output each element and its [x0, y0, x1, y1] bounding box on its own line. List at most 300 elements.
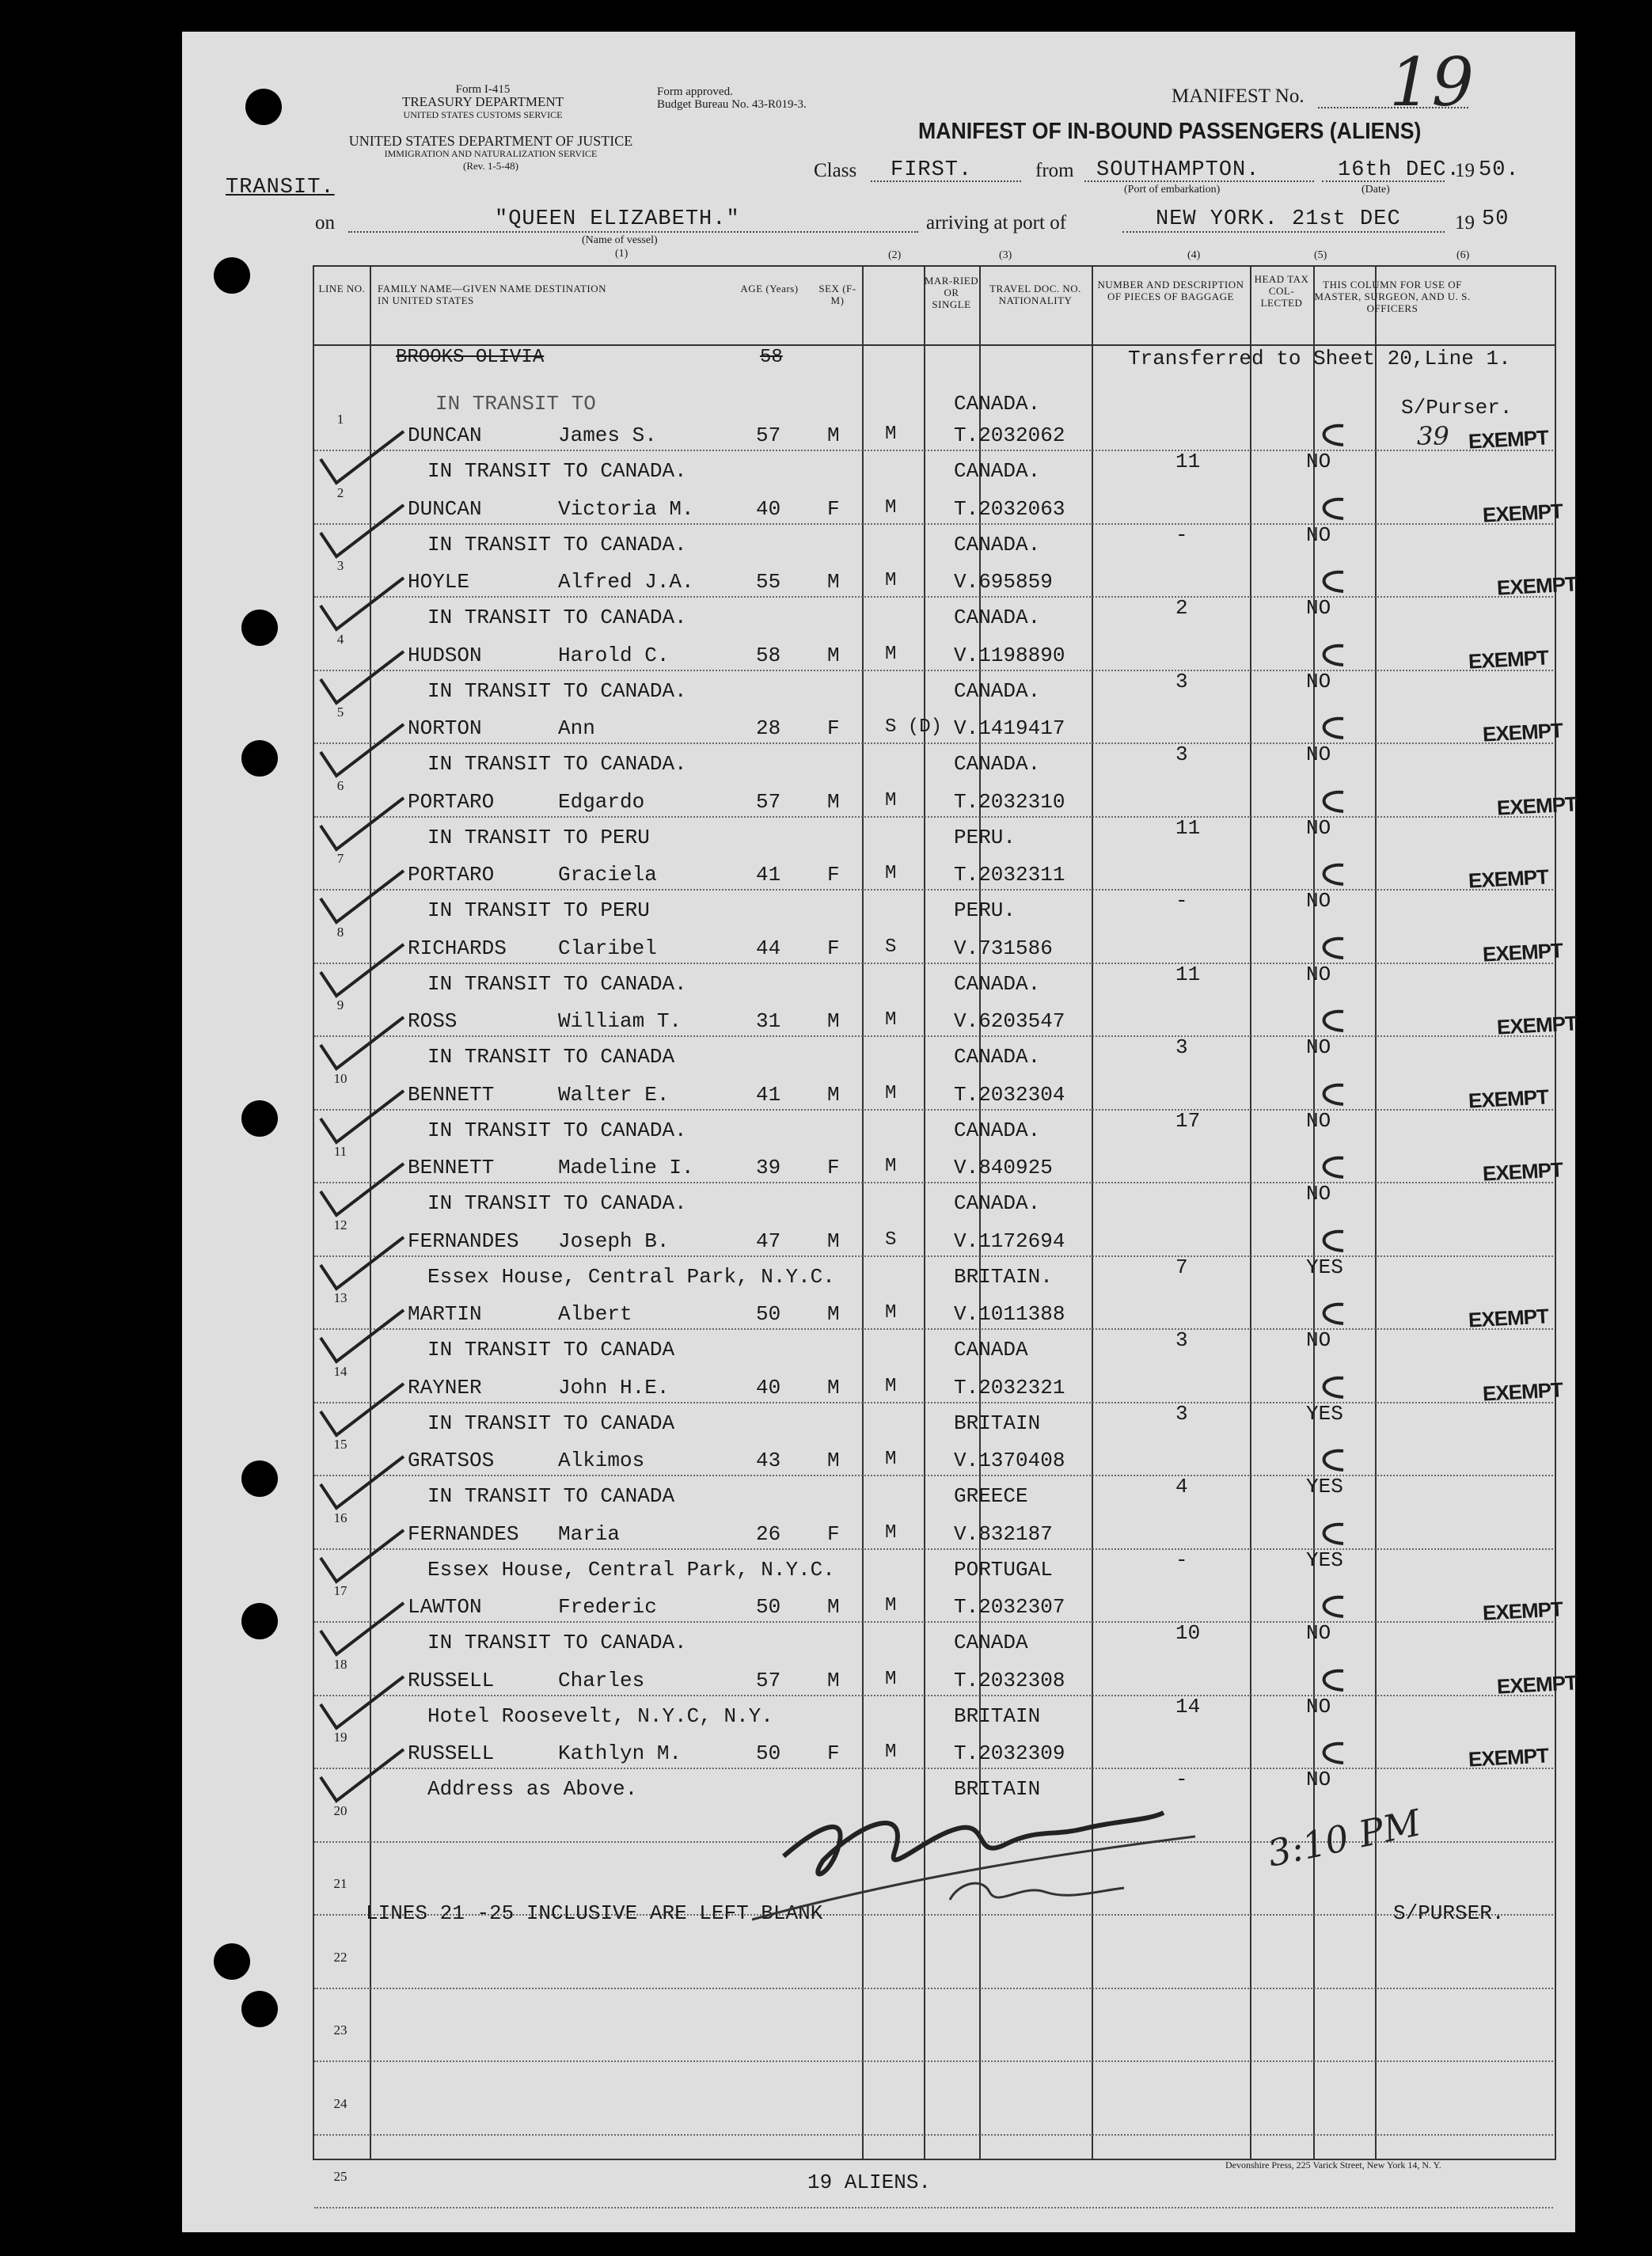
travel-doc: V.1419417: [954, 716, 1065, 740]
check-mark: [313, 1673, 408, 1736]
check-mark: [313, 720, 408, 784]
line-number: 6: [336, 777, 344, 793]
given-name: Maria: [558, 1521, 621, 1546]
age: 26: [756, 1521, 781, 1546]
exempt-stamp: EXEMPT: [1468, 644, 1549, 674]
family-name: GRATSOS: [408, 1449, 495, 1472]
head-tax: NO: [1306, 743, 1331, 766]
head-tax: NO: [1306, 1182, 1331, 1206]
head-tax-tick: [1308, 859, 1355, 891]
head-tax-tick: [1308, 1665, 1355, 1696]
marital-status: M: [885, 1449, 897, 1470]
destination: IN TRANSIT TO CANADA.: [427, 1631, 687, 1654]
justice-dept: UNITED STATES DEPARTMENT OF JUSTICE: [348, 133, 633, 149]
row-rule: [314, 596, 1553, 598]
travel-doc: V.1370408: [954, 1449, 1065, 1472]
head-tax: YES: [1306, 1475, 1343, 1498]
given-name: Kathlyn M.: [558, 1741, 682, 1765]
line-number: 20: [333, 1802, 347, 1818]
line-number: 5: [336, 705, 344, 720]
sex: M: [827, 1082, 840, 1107]
line-number: 17: [333, 1583, 347, 1598]
destination: IN TRANSIT TO PERU: [427, 825, 650, 849]
destination: IN TRANSIT TO CANADA: [427, 1045, 675, 1069]
header-name: FAMILY NAME—GIVEN NAME DESTINATION IN UNITED STATES: [378, 283, 607, 306]
check-mark: [313, 427, 408, 491]
head-tax: NO: [1306, 815, 1331, 840]
punch-hole: [241, 610, 278, 646]
age: 31: [756, 1009, 781, 1033]
family-name: PORTARO: [408, 789, 495, 814]
family-name: MARTIN: [408, 1302, 482, 1326]
line-number: 19: [333, 1730, 347, 1745]
head-tax: NO: [1306, 522, 1331, 547]
row-rule: [314, 1475, 1553, 1476]
head-tax-tick: [1308, 1005, 1355, 1037]
line-number: 2: [336, 484, 344, 500]
exempt-stamp: EXEMPT: [1482, 1157, 1563, 1186]
arriving-label: arriving at port of: [926, 212, 1067, 234]
destination: IN TRANSIT TO CANADA.: [427, 459, 687, 483]
travel-doc: V.1172694: [954, 1229, 1065, 1253]
line-number: 16: [333, 1510, 347, 1525]
year2-prefix: 19: [1455, 212, 1475, 234]
row-rule: [314, 2207, 1553, 2209]
head-tax: YES: [1306, 1401, 1343, 1426]
family-name: DUNCAN: [408, 496, 482, 521]
nationality: CANADA.: [954, 1045, 1041, 1069]
head-tax-tick: [1308, 1445, 1355, 1476]
baggage-count: 3: [1175, 1401, 1188, 1426]
check-mark: [313, 501, 408, 564]
line-number: 8: [336, 924, 344, 940]
baggage-count: 2: [1175, 596, 1188, 620]
exempt-stamp: EXEMPT: [1468, 425, 1549, 454]
head-tax-tick: [1308, 1591, 1355, 1623]
port-caption: (Port of embarkation): [1124, 184, 1221, 196]
line-number: 12: [333, 1217, 347, 1232]
nationality: CANADA.: [954, 752, 1041, 776]
baggage-count: 11: [1175, 815, 1201, 840]
family-name: NORTON: [408, 716, 482, 740]
from-value: SOUTHAMPTON.: [1096, 158, 1260, 182]
given-name: Walter E.: [558, 1082, 670, 1107]
destination: IN TRANSIT TO CANADA.: [427, 1191, 687, 1215]
head-tax: NO: [1306, 1621, 1331, 1645]
travel-doc: T.2032310: [954, 789, 1065, 814]
head-tax-tick: [1308, 1518, 1355, 1550]
header-rule: [314, 344, 1555, 346]
row-rule: [314, 1768, 1553, 1769]
form-revision: (Rev. 1-5-48): [463, 160, 518, 172]
marital-status: M: [885, 863, 897, 884]
destination: Essex House, Central Park, N.Y.C.: [427, 1557, 835, 1582]
marital-status: M: [885, 1375, 897, 1397]
sex: M: [827, 1449, 840, 1472]
marital-status: M: [885, 643, 897, 665]
baggage-count: 3: [1175, 1328, 1188, 1352]
footer-blank-lines-note: LINES 21 -25 INCLUSIVE ARE LEFT BLANK: [366, 1901, 823, 1925]
customs-service: UNITED STATES CUSTOMS SERVICE: [403, 109, 563, 120]
class-rule: [871, 180, 1021, 182]
exempt-stamp: EXEMPT: [1468, 1084, 1549, 1113]
printer-credit: Devonshire Press, 225 Varick Street, New York 14, N. Y.: [1225, 2159, 1441, 2171]
exempt-stamp: EXEMPT: [1482, 937, 1563, 967]
given-name: Albert: [558, 1302, 632, 1326]
manifest-number: 19: [1389, 44, 1474, 121]
struck-entry-name: BROOKS OLIVIA: [396, 347, 545, 368]
head-tax-tick: [1308, 932, 1355, 964]
nationality: CANADA.: [954, 459, 1041, 483]
head-tax: YES: [1306, 1255, 1343, 1279]
travel-doc: T.2032062: [954, 423, 1065, 447]
given-name: Victoria M.: [558, 496, 694, 521]
age: 50: [756, 1741, 781, 1765]
col-divider: [1375, 267, 1377, 2159]
nationality: PERU.: [954, 898, 1016, 922]
exempt-stamp: EXEMPT: [1482, 1377, 1563, 1406]
given-name: Charles: [558, 1668, 645, 1692]
marital-status: M: [885, 1009, 897, 1031]
marital-status: S: [885, 1229, 897, 1251]
family-name: RUSSELL: [408, 1668, 495, 1692]
head-tax-tick: [1308, 1738, 1355, 1769]
row-rule: [314, 1255, 1553, 1257]
handwritten-time: 3:10 PM: [1263, 1801, 1425, 1875]
header-sex: SEX (F-M): [818, 283, 856, 306]
sex: M: [827, 1375, 840, 1400]
form-approved: Form approved.: [657, 85, 733, 98]
column-2-number: (2): [888, 249, 902, 261]
family-name: RUSSELL: [408, 1741, 495, 1765]
year1-prefix: 19: [1455, 160, 1475, 181]
form-number: Form I-415: [455, 83, 511, 96]
travel-doc: T.2032311: [954, 863, 1065, 887]
head-tax-tick: [1308, 1225, 1355, 1257]
destination: IN TRANSIT TO CANADA.: [427, 1118, 687, 1142]
signature-scribble: [752, 1781, 1290, 1955]
age: 39: [756, 1156, 781, 1179]
date-caption: (Date): [1361, 184, 1390, 196]
ins-service: IMMIGRATION AND NATURALIZATION SERVICE: [384, 148, 598, 159]
given-name: James S.: [558, 423, 657, 447]
transit-note: TRANSIT.: [226, 176, 335, 199]
sex: F: [827, 863, 840, 887]
age: 47: [756, 1229, 781, 1253]
destination: IN TRANSIT TO PERU: [427, 898, 650, 922]
age: 43: [756, 1449, 781, 1472]
nationality: CANADA: [954, 1338, 1028, 1362]
marital-status: M: [885, 1668, 897, 1690]
row-rule: [314, 889, 1553, 891]
travel-doc: V.1198890: [954, 643, 1065, 667]
row-rule: [314, 1109, 1553, 1111]
head-tax: YES: [1306, 1548, 1343, 1572]
check-mark: [313, 1380, 408, 1443]
travel-doc: T.2032304: [954, 1082, 1065, 1107]
sex: F: [827, 936, 840, 960]
column-3-number: (3): [999, 249, 1012, 261]
given-name: Joseph B.: [558, 1229, 670, 1253]
from-label: from: [1035, 160, 1074, 181]
row-rule: [314, 1548, 1553, 1550]
year2-suffix: 50: [1482, 207, 1510, 231]
treasury-dept: TREASURY DEPARTMENT: [401, 94, 564, 109]
line-number: 10: [333, 1070, 347, 1086]
travel-doc: V.6203547: [954, 1009, 1065, 1033]
family-name: ROSS: [408, 1009, 458, 1033]
header-baggage: NUMBER AND DESCRIPTION OF PIECES OF BAGGAGE: [1097, 279, 1244, 302]
family-name: LAWTON: [408, 1595, 482, 1619]
family-name: RICHARDS: [408, 936, 507, 960]
arrival-rule: [1122, 231, 1445, 233]
baggage-count: -: [1175, 1768, 1188, 1791]
form-id-block: [372, 83, 594, 121]
line-number: 22: [333, 1949, 347, 1965]
family-name: PORTARO: [408, 863, 495, 887]
destination: IN TRANSIT TO CANADA: [427, 1484, 675, 1508]
given-name: William T.: [558, 1009, 682, 1033]
header-officers-column: THIS COLUMN FOR USE OF MASTER, SURGEON, AND U. S. OFFICERS: [1314, 279, 1471, 314]
head-tax-tick: [1308, 1298, 1355, 1330]
column-5-number: (5): [1314, 249, 1327, 261]
row-rule: [314, 2060, 1553, 2062]
age: 57: [756, 789, 781, 814]
head-tax: NO: [1306, 1035, 1331, 1059]
row-rule: [314, 1695, 1553, 1696]
given-name: Madeline I.: [558, 1156, 694, 1179]
marital-status: M: [885, 1302, 897, 1324]
destination: Essex House, Central Park, N.Y.C.: [427, 1264, 835, 1289]
baggage-count: 11: [1175, 450, 1201, 473]
check-mark: [313, 1160, 408, 1223]
exempt-stamp: EXEMPT: [1496, 572, 1578, 600]
baggage-count: -: [1175, 889, 1188, 913]
baggage-count: 3: [1175, 743, 1188, 766]
baggage-count: 7: [1175, 1255, 1188, 1279]
row-rule: [314, 1402, 1553, 1403]
age: 44: [756, 936, 781, 960]
line-number: 3: [336, 558, 344, 573]
date-value: 16th DEC.: [1338, 158, 1460, 182]
head-tax-tick: [1308, 712, 1355, 744]
age: 41: [756, 1082, 781, 1107]
arrival-port: NEW YORK. 21st DEC: [1156, 207, 1401, 231]
marital-status: M: [885, 1156, 897, 1177]
line-number: 11: [333, 1144, 347, 1159]
marital-status: S (D): [885, 716, 943, 738]
exempt-stamp: EXEMPT: [1496, 791, 1578, 820]
given-name: Alkimos: [558, 1449, 645, 1472]
punch-hole: [241, 1603, 278, 1639]
row-rule: [314, 1988, 1553, 1989]
exempt-stamp: EXEMPT: [1482, 1597, 1563, 1625]
line-number: 23: [333, 2022, 347, 2038]
baggage-count: -: [1175, 1548, 1188, 1572]
footer-purser: S/PURSER.: [1393, 1901, 1505, 1925]
exempt-stamp: EXEMPT: [1468, 1304, 1549, 1332]
line-number: 9: [336, 997, 344, 1012]
handwritten-mark: 39: [1417, 421, 1449, 451]
age: 40: [756, 496, 781, 521]
age: 50: [756, 1302, 781, 1326]
exempt-stamp: EXEMPT: [1468, 864, 1549, 893]
family-name: HUDSON: [408, 643, 482, 667]
line-number: 15: [333, 1437, 347, 1452]
travel-doc: V.1011388: [954, 1302, 1065, 1326]
marital-status: M: [885, 570, 897, 591]
marital-status: M: [885, 1082, 897, 1104]
head-tax: NO: [1306, 450, 1331, 473]
header-head-tax: HEAD TAX COL-LECTED: [1254, 273, 1309, 309]
sex: F: [827, 1521, 840, 1546]
head-tax-tick: [1308, 420, 1355, 451]
row-rule: [314, 670, 1553, 671]
check-mark: [313, 940, 408, 1004]
check-mark: [313, 794, 408, 857]
punch-hole: [241, 1100, 278, 1137]
baggage-count: 14: [1175, 1694, 1201, 1719]
check-mark: [313, 1087, 408, 1150]
head-tax: NO: [1306, 962, 1331, 986]
row-rule: [314, 523, 1553, 525]
exempt-stamp: EXEMPT: [1468, 1743, 1549, 1772]
age: 55: [756, 570, 781, 594]
check-mark: [313, 1013, 408, 1077]
line-number: 4: [336, 631, 344, 647]
line-number: 13: [333, 1290, 347, 1305]
nationality: CANADA.: [954, 1118, 1041, 1142]
destination: IN TRANSIT TO CANADA.: [427, 752, 687, 776]
given-name: Ann: [558, 716, 595, 740]
head-tax: NO: [1306, 669, 1331, 693]
family-name: FERNANDES: [408, 1229, 519, 1253]
punch-hole: [245, 89, 282, 125]
check-mark: [313, 1453, 408, 1516]
transfer-note: Transferred to Sheet 20,Line 1.: [1128, 347, 1511, 370]
marital-status: M: [885, 1741, 897, 1763]
exempt-stamp: EXEMPT: [1496, 1011, 1578, 1039]
check-mark: [313, 1306, 408, 1369]
approval-block: [657, 85, 879, 111]
destination: IN TRANSIT TO CANADA.: [427, 606, 687, 629]
travel-doc: V.695859: [954, 570, 1053, 594]
vessel-caption: (Name of vessel): [582, 234, 658, 246]
travel-doc: T.2032309: [954, 1741, 1065, 1765]
header-line-no: LINE NO.: [318, 283, 366, 294]
head-tax: NO: [1306, 596, 1331, 620]
head-tax-tick: [1308, 1079, 1355, 1111]
head-tax-tick: [1308, 493, 1355, 525]
line-number: 1: [336, 412, 344, 427]
row-rule: [314, 450, 1553, 451]
head-tax-tick: [1308, 1372, 1355, 1403]
line-number: 21: [333, 1876, 347, 1891]
baggage-count: 4: [1175, 1475, 1188, 1498]
baggage-count: 11: [1175, 962, 1201, 986]
given-name: Claribel: [558, 936, 657, 960]
age: 57: [756, 423, 781, 447]
marital-status: M: [885, 423, 897, 445]
baggage-count: 3: [1175, 669, 1188, 693]
given-name: Harold C.: [558, 643, 670, 667]
line-number: 18: [333, 1656, 347, 1672]
check-mark: [313, 1233, 408, 1297]
sex: M: [827, 1595, 840, 1619]
column-6-number: (6): [1456, 249, 1470, 261]
age: 58: [756, 643, 781, 667]
marital-status: S: [885, 936, 897, 958]
punch-hole: [241, 1991, 278, 2027]
sex: M: [827, 423, 840, 447]
marital-status: M: [885, 1521, 897, 1544]
baggage-count: 10: [1175, 1621, 1201, 1645]
year1-suffix: 50.: [1479, 158, 1520, 182]
manifest-title: MANIFEST OF IN-BOUND PASSENGERS (ALIENS): [918, 119, 1422, 144]
punch-hole: [241, 1460, 278, 1497]
destination: IN TRANSIT TO CANADA: [427, 1411, 675, 1435]
destination: Address as Above.: [427, 1777, 638, 1801]
sex: F: [827, 716, 840, 740]
nationality: CANADA.: [954, 1191, 1041, 1215]
column-1-number: (1): [615, 248, 629, 260]
travel-doc: T.2032321: [954, 1375, 1065, 1400]
total-aliens: 19 ALIENS.: [807, 2171, 932, 2194]
check-mark: [313, 867, 408, 930]
marital-status: M: [885, 789, 897, 811]
age: 50: [756, 1595, 781, 1619]
row-rule: [314, 1328, 1553, 1330]
nationality: BRITAIN: [954, 1411, 1041, 1435]
nationality: CANADA: [954, 1631, 1028, 1654]
head-tax: NO: [1306, 1768, 1331, 1791]
line-number: 7: [336, 851, 344, 866]
first-nationality: CANADA.: [954, 392, 1041, 416]
line-number: 25: [333, 2169, 347, 2184]
nationality: CANADA.: [954, 606, 1041, 629]
budget-bureau: Budget Bureau No. 43-R019-3.: [657, 98, 807, 111]
header-age: AGE (Years): [740, 283, 799, 294]
column-4-number: (4): [1187, 249, 1201, 261]
travel-doc: T.2032307: [954, 1595, 1065, 1619]
sex: M: [827, 643, 840, 667]
sex: M: [827, 1229, 840, 1253]
row-rule: [314, 963, 1553, 964]
family-name: RAYNER: [408, 1375, 482, 1400]
baggage-count: -: [1175, 522, 1188, 547]
check-mark: [313, 574, 408, 637]
destination: IN TRANSIT TO CANADA.: [427, 532, 687, 556]
row-rule: [314, 743, 1553, 744]
first-destination: IN TRANSIT TO: [435, 392, 596, 416]
exempt-stamp: EXEMPT: [1496, 1669, 1578, 1699]
destination: IN TRANSIT TO CANADA: [427, 1338, 675, 1362]
nationality: PERU.: [954, 825, 1016, 849]
nationality: CANADA.: [954, 971, 1041, 996]
marital-status: M: [885, 1595, 897, 1616]
destination: Hotel Roosevelt, N.Y.C, N.Y.: [427, 1703, 773, 1728]
check-mark: [313, 648, 408, 711]
check-mark: [313, 1745, 408, 1809]
family-name: FERNANDES: [408, 1521, 519, 1546]
head-tax: NO: [1306, 1328, 1331, 1352]
sex: M: [827, 1009, 840, 1033]
family-name: BENNETT: [408, 1082, 495, 1107]
baggage-count: 3: [1175, 1035, 1188, 1059]
row-rule: [314, 1035, 1553, 1037]
travel-doc: T.2032308: [954, 1668, 1065, 1692]
check-mark: [313, 1526, 408, 1589]
